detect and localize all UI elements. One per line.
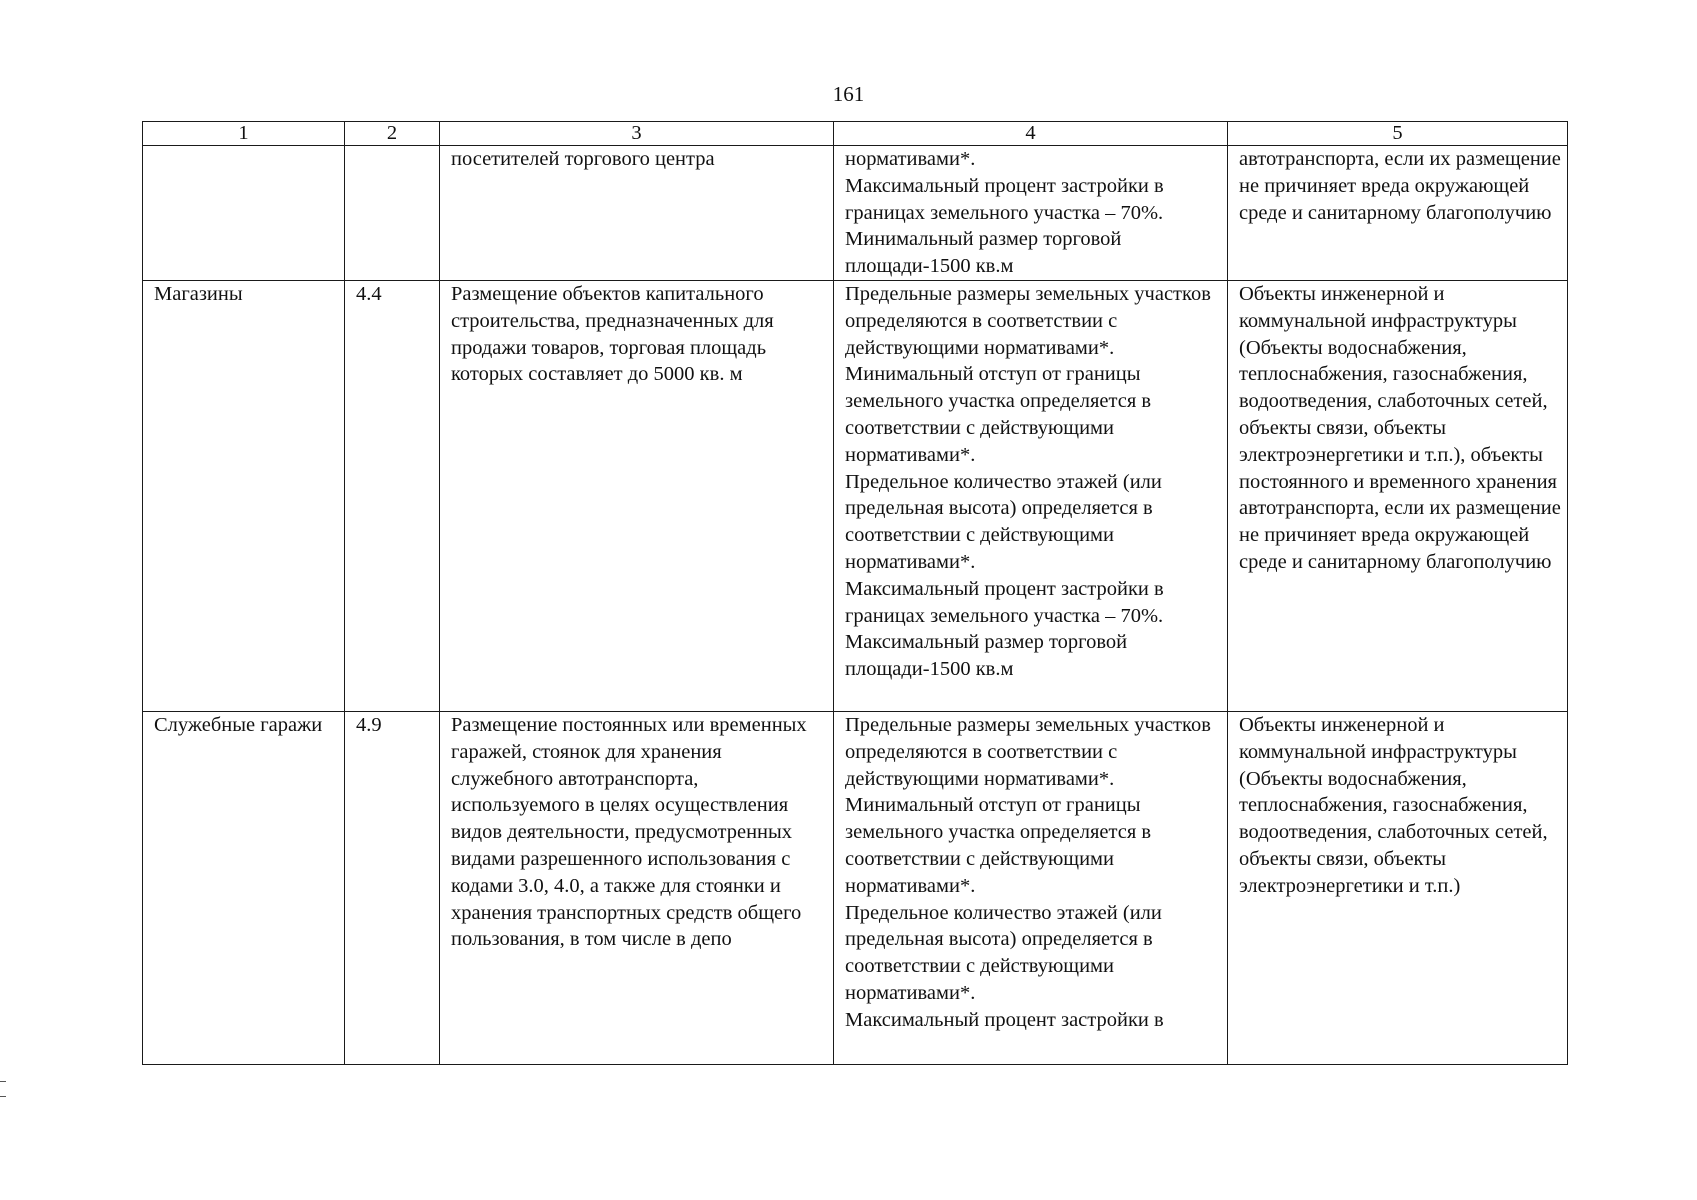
use-description-cell: Размещение постоянных или временных гаражей, стоянок для хранения служебного автотранспорта, используемого в целях осуществления видов деятельности, предусмотренных видами разрешенного использования с кодами 3.0, 4.0, а также для стоянки и хранения транспортных средств общего пользования, в том числе в депо (440, 711, 834, 1064)
building-parameters-cell: Предельные размеры земельных участков определяются в соответствии с действующими нормативами*. Минимальный отступ от границы земельного участка определяется в соответствии с действующими нормативами*. Предельное количество этажей (или предельная высота) определяется в соответствии с действующими нормативами*. Максимальный процент застройки в границах земельного участка – 70%. Максимальный размер торговой площади-1500 кв.м (834, 280, 1228, 711)
use-description-cell: Размещение объектов капитального строительства, предназначенных для продажи товаров, торговая площадь которых составляет до 5000 кв. м (440, 280, 834, 711)
use-code-cell: 4.9 (345, 711, 440, 1064)
page-number: 161 (832, 82, 865, 106)
column-number-3: 3 (440, 122, 834, 146)
use-code-cell: 4.4 (345, 280, 440, 711)
column-number-1: 1 (143, 122, 345, 146)
use-name-cell: Магазины (143, 280, 345, 711)
table-row (143, 146, 1568, 281)
use-code-cell (345, 146, 440, 281)
table-row (143, 280, 1568, 711)
column-number-4: 4 (834, 122, 1228, 146)
auxiliary-uses-cell: Объекты инженерной и коммунальной инфраструктуры (Объекты водоснабжения, теплоснабжения, газоснабжения, водоотведения, слаботочных сетей, объекты связи, объекты электроэнергетики и т.п.) (1228, 711, 1568, 1064)
table-row (143, 711, 1568, 1064)
auxiliary-uses-cell: Объекты инженерной и коммунальной инфраструктуры (Объекты водоснабжения, теплоснабжения, газоснабжения, водоотведения, слаботочных сетей, объекты связи, объекты электроэнергетики и т.п.), объекты постоянного и временного хранения автотранспорта, если их размещение не причиняет вреда окружающей среде и санитарному благополучию (1228, 280, 1568, 711)
auxiliary-uses-cell: автотранспорта, если их размещение не причиняет вреда окружающей среде и санитарному благополучию (1228, 146, 1568, 281)
use-name-cell (143, 146, 345, 281)
use-description-cell: посетителей торгового центра (440, 146, 834, 281)
land-use-table (142, 121, 1568, 1065)
column-number-2: 2 (345, 122, 440, 146)
scan-edge-mark (0, 1081, 6, 1097)
use-name-cell: Служебные гаражи (143, 711, 345, 1064)
building-parameters-cell: нормативами*. Максимальный процент застройки в границах земельного участка – 70%. Минимальный размер торговой площади-1500 кв.м (834, 146, 1228, 281)
building-parameters-cell: Предельные размеры земельных участков определяются в соответствии с действующими нормативами*. Минимальный отступ от границы земельного участка определяется в соответствии с действующими нормативами*. Предельное количество этажей (или предельная высота) определяется в соответствии с действующими нормативами*. Максимальный процент застройки в (834, 711, 1228, 1064)
column-number-5: 5 (1228, 122, 1568, 146)
table-header-row (143, 122, 1568, 146)
